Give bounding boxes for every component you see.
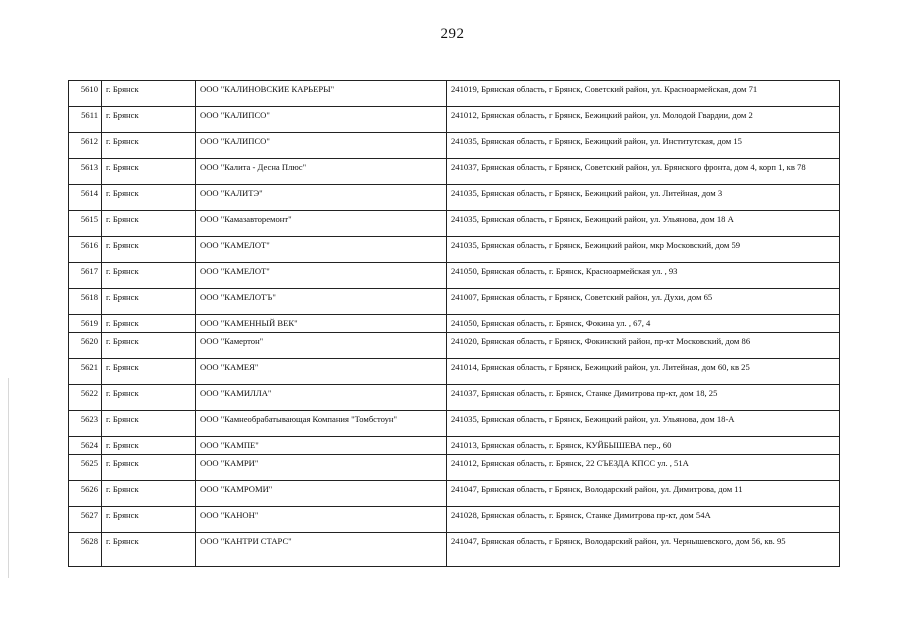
table-row xyxy=(69,133,840,159)
legal-address: 241035, Брянская область, г Брянск, Бежицкий район, ул. Ульянова, дом 18 А xyxy=(447,211,840,237)
legal-address: 241035, Брянская область, г Брянск, Бежицкий район, ул. Литейная, дом 3 xyxy=(447,185,840,211)
record-number: 5623 xyxy=(69,411,102,437)
city-cell: г. Брянск xyxy=(102,81,196,107)
record-number: 5611 xyxy=(69,107,102,133)
city-cell: г. Брянск xyxy=(102,237,196,263)
city-cell: г. Брянск xyxy=(102,133,196,159)
legal-address: 241037, Брянская область, г. Брянск, Станке Димитрова пр-кт, дом 18, 25 xyxy=(447,385,840,411)
city-cell: г. Брянск xyxy=(102,533,196,567)
table-row xyxy=(69,437,840,455)
table-row xyxy=(69,455,840,481)
legal-address: 241035, Брянская область, г Брянск, Бежицкий район, ул. Ульянова, дом 18-А xyxy=(447,411,840,437)
legal-address: 241047, Брянская область, г Брянск, Володарский район, ул. Чернышевского, дом 56, кв. 95 xyxy=(447,533,840,567)
organization-name: ООО "КАМЕЯ" xyxy=(196,359,447,385)
page-number: 292 xyxy=(440,26,465,42)
legal-address: 241007, Брянская область, г Брянск, Советский район, ул. Духи, дом 65 xyxy=(447,289,840,315)
record-number: 5624 xyxy=(69,437,102,455)
table-row xyxy=(69,533,840,567)
record-number: 5627 xyxy=(69,507,102,533)
city-cell: г. Брянск xyxy=(102,211,196,237)
legal-address: 241037, Брянская область, г Брянск, Советский район, ул. Брянского фронта, дом 4, корп 1, кв 78 xyxy=(447,159,840,185)
organization-name: ООО "КАМЕЛОТЪ" xyxy=(196,289,447,315)
organization-name: ООО "КАМИЛЛА" xyxy=(196,385,447,411)
registry-rows xyxy=(69,81,840,567)
table-row xyxy=(69,385,840,411)
organization-name: ООО "Камазавторемонт" xyxy=(196,211,447,237)
organization-name: ООО "КАМРИ" xyxy=(196,455,447,481)
legal-address: 241047, Брянская область, г Брянск, Володарский район, ул. Димитрова, дом 11 xyxy=(447,481,840,507)
city-cell: г. Брянск xyxy=(102,289,196,315)
record-number: 5613 xyxy=(69,159,102,185)
organization-name: ООО "КАМЕННЫЙ ВЕК" xyxy=(196,315,447,333)
record-number: 5622 xyxy=(69,385,102,411)
record-number: 5610 xyxy=(69,81,102,107)
legal-address: 241014, Брянская область, г Брянск, Бежицкий район, ул. Литейная, дом 60, кв 25 xyxy=(447,359,840,385)
city-cell: г. Брянск xyxy=(102,185,196,211)
organization-name: ООО "КАНТРИ СТАРС" xyxy=(196,533,447,567)
organization-registry-table xyxy=(68,80,840,567)
record-number: 5617 xyxy=(69,263,102,289)
table-row xyxy=(69,159,840,185)
organization-name: ООО "КАМЕЛОТ" xyxy=(196,237,447,263)
record-number: 5616 xyxy=(69,237,102,263)
organization-name: ООО "КАМПЕ" xyxy=(196,437,447,455)
organization-name: ООО "КАМЕЛОТ" xyxy=(196,263,447,289)
organization-name: ООО "КАЛИПСО" xyxy=(196,133,447,159)
city-cell: г. Брянск xyxy=(102,455,196,481)
table-row xyxy=(69,107,840,133)
legal-address: 241050, Брянская область, г. Брянск, Фокина ул. , 67, 4 xyxy=(447,315,840,333)
scan-edge-line xyxy=(8,378,9,578)
record-number: 5620 xyxy=(69,333,102,359)
record-number: 5618 xyxy=(69,289,102,315)
organization-name: ООО "Камнеобрабатывающая Компания "Томбстоун" xyxy=(196,411,447,437)
table-row xyxy=(69,289,840,315)
legal-address: 241035, Брянская область, г Брянск, Бежицкий район, мкр Московский, дом 59 xyxy=(447,237,840,263)
table-row xyxy=(69,185,840,211)
record-number: 5621 xyxy=(69,359,102,385)
organization-name: ООО "Калита - Десна Плюс" xyxy=(196,159,447,185)
record-number: 5628 xyxy=(69,533,102,567)
record-number: 5619 xyxy=(69,315,102,333)
legal-address: 241020, Брянская область, г Брянск, Фокинский район, пр-кт Московский, дом 86 xyxy=(447,333,840,359)
table-row xyxy=(69,263,840,289)
table-row xyxy=(69,211,840,237)
legal-address: 241050, Брянская область, г. Брянск, Красноармейская ул. , 93 xyxy=(447,263,840,289)
city-cell: г. Брянск xyxy=(102,411,196,437)
table-row xyxy=(69,333,840,359)
legal-address: 241028, Брянская область, г. Брянск, Станке Димитрова пр-кт, дом 54А xyxy=(447,507,840,533)
record-number: 5625 xyxy=(69,455,102,481)
legal-address: 241013, Брянская область, г. Брянск, КУЙБЫШЕВА пер., 60 xyxy=(447,437,840,455)
city-cell: г. Брянск xyxy=(102,481,196,507)
city-cell: г. Брянск xyxy=(102,263,196,289)
city-cell: г. Брянск xyxy=(102,385,196,411)
table-row xyxy=(69,481,840,507)
record-number: 5626 xyxy=(69,481,102,507)
table-row xyxy=(69,507,840,533)
legal-address: 241035, Брянская область, г Брянск, Бежицкий район, ул. Институтская, дом 15 xyxy=(447,133,840,159)
organization-name: ООО "КАЛИНОВСКИЕ КАРЬЕРЫ" xyxy=(196,81,447,107)
legal-address: 241012, Брянская область, г Брянск, Бежицкий район, ул. Молодой Гвардии, дом 2 xyxy=(447,107,840,133)
city-cell: г. Брянск xyxy=(102,107,196,133)
organization-name: ООО "КАЛИПСО" xyxy=(196,107,447,133)
city-cell: г. Брянск xyxy=(102,333,196,359)
city-cell: г. Брянск xyxy=(102,315,196,333)
city-cell: г. Брянск xyxy=(102,359,196,385)
record-number: 5612 xyxy=(69,133,102,159)
city-cell: г. Брянск xyxy=(102,437,196,455)
table-row xyxy=(69,81,840,107)
city-cell: г. Брянск xyxy=(102,507,196,533)
record-number: 5614 xyxy=(69,185,102,211)
table-row xyxy=(69,237,840,263)
organization-name: ООО "КАЛИТЭ" xyxy=(196,185,447,211)
organization-name: ООО "КАНОН" xyxy=(196,507,447,533)
table-row xyxy=(69,411,840,437)
legal-address: 241012, Брянская область, г. Брянск, 22 СЪЕЗДА КПСС ул. , 51А xyxy=(447,455,840,481)
organization-name: ООО "КАМРОМИ" xyxy=(196,481,447,507)
record-number: 5615 xyxy=(69,211,102,237)
legal-address: 241019, Брянская область, г Брянск, Советский район, ул. Красноармейская, дом 71 xyxy=(447,81,840,107)
organization-name: ООО "Камертон" xyxy=(196,333,447,359)
table-row xyxy=(69,315,840,333)
city-cell: г. Брянск xyxy=(102,159,196,185)
table-row xyxy=(69,359,840,385)
